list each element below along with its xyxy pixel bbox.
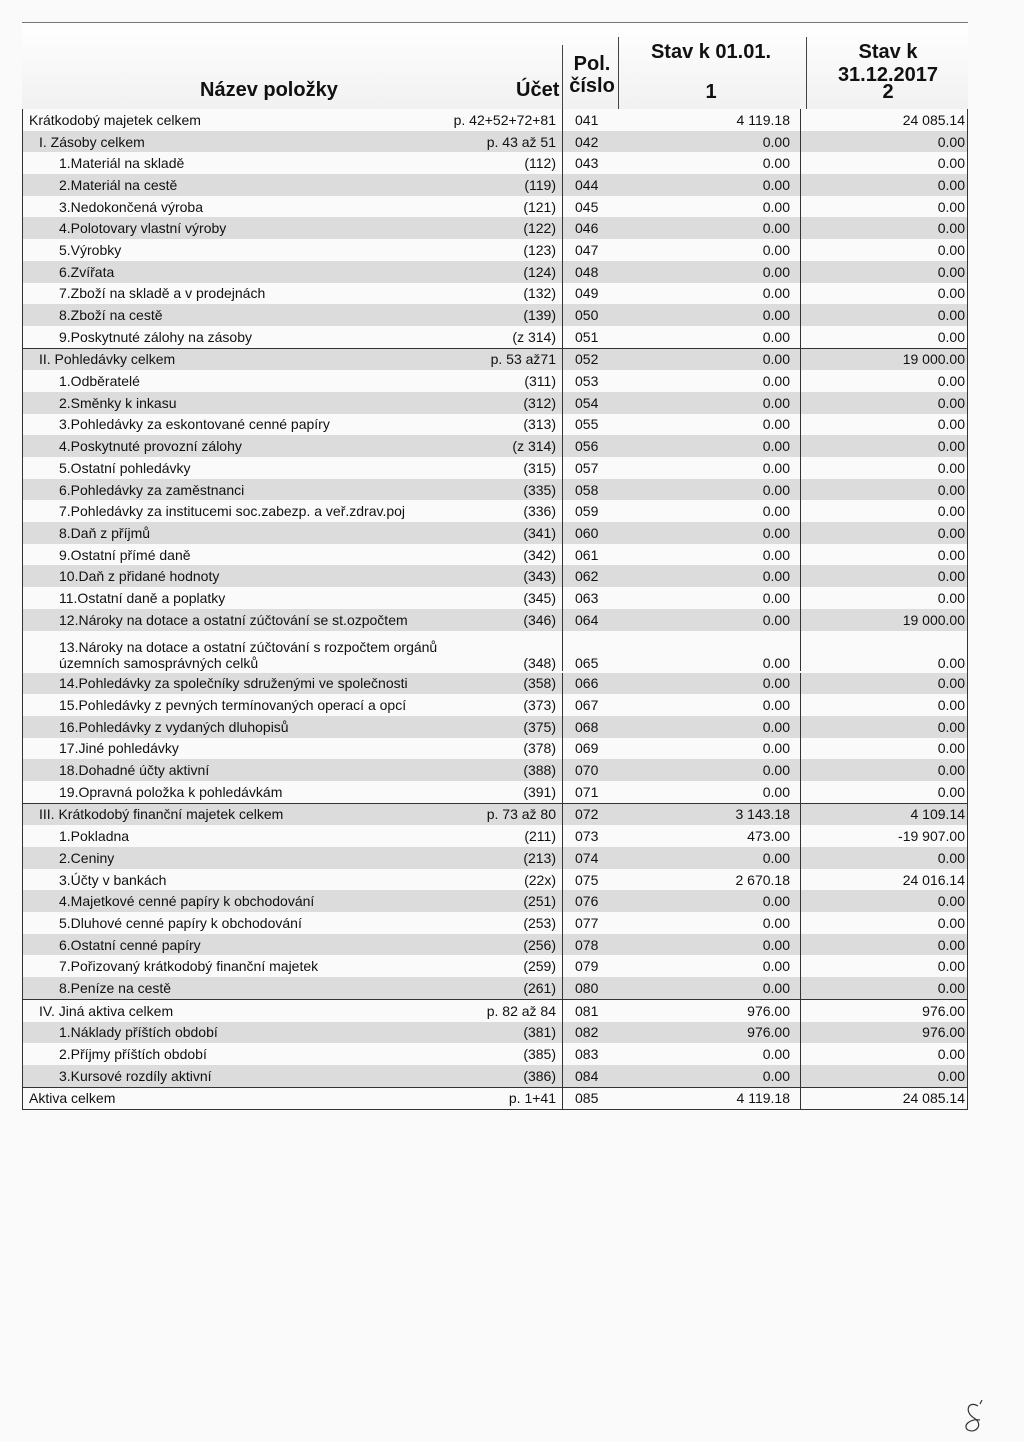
row-pol: 045 [575, 198, 599, 215]
row-value-1: 0.00 [611, 174, 801, 196]
row-value-2: 0.00 [937, 697, 965, 714]
row-value-1: 0.00 [611, 196, 801, 218]
row-value-1: 0.00 [611, 349, 801, 371]
row-name: 6.Zvířata [59, 263, 115, 280]
row-pol: 074 [575, 849, 599, 866]
row-value-2: 0.00 [937, 524, 965, 541]
row-value-2: 0.00 [937, 155, 965, 172]
header-col-2: 2 [882, 81, 894, 103]
row-pol: 051 [575, 328, 599, 345]
row-ucet: (z 314) [453, 326, 563, 348]
table-row [22, 1022, 968, 1044]
row-ucet: (341) [453, 522, 563, 544]
row-pol: 062 [575, 568, 599, 585]
row-value-2: 4 109.14 [910, 806, 965, 823]
table-row [22, 1087, 968, 1111]
row-value-1: 4 119.18 [611, 1088, 801, 1110]
row-value-2: 0.00 [937, 958, 965, 975]
row-name: IV. Jiná aktiva celkem [39, 1002, 174, 1019]
table-row [22, 435, 968, 457]
row-pol: 064 [575, 611, 599, 628]
row-value-2: 0.00 [937, 654, 965, 671]
row-pol: 067 [575, 697, 599, 714]
row-pol: 055 [575, 416, 599, 433]
table-row [22, 457, 968, 479]
row-ucet: (253) [453, 912, 563, 934]
row-pol: 054 [575, 394, 599, 411]
row-value-2: 0.00 [937, 1067, 965, 1084]
row-pol: 052 [575, 351, 599, 368]
row-ucet: (373) [453, 694, 563, 716]
row-pol: 056 [575, 438, 599, 455]
table-row [22, 631, 968, 673]
row-value-2: 0.00 [937, 220, 965, 237]
row-value-2: 0.00 [937, 936, 965, 953]
table-row [22, 890, 968, 912]
row-pol: 068 [575, 718, 599, 735]
row-name: 11.Ostatní daně a poplatky [59, 589, 226, 606]
row-pol: 084 [575, 1067, 599, 1084]
table-row [22, 283, 968, 305]
row-value-1: 0.00 [611, 912, 801, 934]
table-row [22, 414, 968, 436]
row-pol: 061 [575, 546, 599, 563]
row-name: 5.Dluhové cenné papíry k obchodování [59, 914, 302, 931]
row-value-2: 0.00 [937, 1046, 965, 1063]
row-name: 8.Zboží na cestě [59, 307, 163, 324]
row-value-2: 0.00 [937, 198, 965, 215]
row-ucet: (336) [453, 500, 563, 522]
row-value-1: 0.00 [611, 283, 801, 305]
row-value-1: 0.00 [611, 500, 801, 522]
row-name: 12.Nároky na dotace a ostatní zúčtování se st.ozpočtem [59, 611, 408, 628]
row-pol: 060 [575, 524, 599, 541]
table-row [22, 716, 968, 738]
row-name: 16.Pohledávky z vydaných dluhopisů [59, 718, 289, 735]
row-pol: 081 [575, 1002, 599, 1019]
row-value-1: 2 670.18 [611, 869, 801, 891]
row-value-1: 0.00 [611, 544, 801, 566]
row-pol: 046 [575, 220, 599, 237]
row-name: 3.Nedokončená výroba [59, 198, 203, 215]
row-ucet: (256) [453, 934, 563, 956]
row-value-2: 19 000.00 [902, 611, 965, 628]
row-value-1: 0.00 [611, 977, 801, 999]
row-name: 19.Opravná položka k pohledávkám [59, 783, 283, 800]
row-name: 1.Materiál na skladě [59, 155, 185, 172]
row-ucet: (313) [453, 414, 563, 436]
row-value-2: 24 085.14 [902, 111, 965, 128]
signature-mark [960, 1398, 990, 1438]
row-pol: 042 [575, 133, 599, 150]
row-value-1: 0.00 [611, 934, 801, 956]
row-name: 1.Náklady příštích období [59, 1024, 218, 1041]
row-name: 5.Ostatní pohledávky [59, 459, 191, 476]
row-pol: 072 [575, 806, 599, 823]
row-name: Krátkodobý majetek celkem [29, 111, 201, 128]
row-value-2: 0.00 [937, 133, 965, 150]
header-state-1: Stav k 01.01. [650, 41, 772, 63]
row-ucet: (342) [453, 544, 563, 566]
table-row [22, 1065, 968, 1087]
table-row [22, 370, 968, 392]
row-value-2: 0.00 [937, 589, 965, 606]
row-ucet: p. 82 až 84 [453, 1000, 563, 1022]
row-value-1: 0.00 [611, 435, 801, 457]
row-pol: 082 [575, 1024, 599, 1041]
row-value-1: 0.00 [611, 631, 801, 671]
row-value-2: 0.00 [937, 241, 965, 258]
table-row [22, 392, 968, 414]
row-name: 9.Poskytnuté zálohy na zásoby [59, 328, 253, 345]
row-ucet: (378) [453, 738, 563, 760]
row-pol: 053 [575, 373, 599, 390]
row-name: 1.Pokladna [59, 828, 130, 845]
row-value-1: 976.00 [611, 1022, 801, 1044]
table-row [22, 500, 968, 522]
table-row [22, 326, 968, 348]
row-pol: 070 [575, 762, 599, 779]
row-pol: 041 [575, 111, 599, 128]
row-value-2: 0.00 [937, 783, 965, 800]
row-value-1: 0.00 [611, 370, 801, 392]
row-value-2: 24 085.14 [902, 1090, 965, 1107]
row-value-1: 0.00 [611, 847, 801, 869]
row-value-2: 0.00 [937, 718, 965, 735]
row-name: 3.Účty v bankách [59, 871, 167, 888]
row-name: 3.Pohledávky za eskontované cenné papíry [59, 416, 330, 433]
row-name: 5.Výrobky [59, 241, 122, 258]
row-value-2: 24 016.14 [902, 871, 965, 888]
row-ucet: (124) [453, 261, 563, 283]
header-col-1: 1 [705, 81, 717, 103]
row-name: 6.Ostatní cenné papíry [59, 936, 201, 953]
row-pol: 058 [575, 481, 599, 498]
row-name: 2.Příjmy příštích období [59, 1046, 207, 1063]
row-value-1: 0.00 [611, 414, 801, 436]
row-value-1: 0.00 [611, 694, 801, 716]
row-value-1: 0.00 [611, 759, 801, 781]
row-value-2: 0.00 [937, 762, 965, 779]
table-row [22, 999, 968, 1022]
row-name: 6.Pohledávky za zaměstnanci [59, 481, 245, 498]
row-value-2: 0.00 [937, 740, 965, 757]
table-row [22, 522, 968, 544]
row-pol: 065 [575, 654, 599, 671]
row-ucet: (z 314) [453, 435, 563, 457]
row-pol: 059 [575, 503, 599, 520]
row-pol: 050 [575, 307, 599, 324]
row-name: 15.Pohledávky z pevných termínovaných operací a opcí [59, 697, 407, 714]
row-name: 7.Pohledávky za institucemi soc.zabezp. a veř.zdrav.poj [59, 503, 406, 520]
table-row [22, 912, 968, 934]
row-name: 4.Poskytnuté provozní zálohy [59, 438, 242, 455]
row-value-2: 0.00 [937, 503, 965, 520]
row-name: 17.Jiné pohledávky [59, 740, 179, 757]
row-ucet: (346) [453, 609, 563, 631]
row-name: 4.Polotovary vlastní výroby [59, 220, 227, 237]
header-ucet: Účet [516, 79, 560, 101]
row-ucet: (259) [453, 955, 563, 977]
row-ucet: (251) [453, 890, 563, 912]
row-value-2: 976.00 [922, 1002, 965, 1019]
row-ucet: (213) [453, 847, 563, 869]
row-value-1: 0.00 [611, 217, 801, 239]
row-ucet: (119) [453, 174, 563, 196]
row-name: II. Pohledávky celkem [39, 351, 176, 368]
table-row [22, 869, 968, 891]
row-value-1: 3 143.18 [611, 804, 801, 826]
row-value-2: 0.00 [937, 176, 965, 193]
row-value-1: 0.00 [611, 152, 801, 174]
row-value-2: -19 907.00 [898, 828, 965, 845]
row-name: 2.Směnky k inkasu [59, 394, 177, 411]
row-value-2: 0.00 [937, 459, 965, 476]
row-ucet: (358) [453, 673, 563, 695]
row-ucet: (345) [453, 587, 563, 609]
table-row [22, 955, 968, 977]
row-value-1: 0.00 [611, 457, 801, 479]
row-ucet: (343) [453, 565, 563, 587]
row-ucet: (261) [453, 977, 563, 999]
row-value-1: 473.00 [611, 825, 801, 847]
row-pol: 057 [575, 459, 599, 476]
row-value-1: 4 119.18 [611, 109, 801, 131]
row-ucet: (335) [453, 479, 563, 501]
row-value-2: 0.00 [937, 893, 965, 910]
row-ucet: p. 73 až 80 [453, 804, 563, 826]
table-row [22, 109, 968, 131]
table-row [22, 673, 968, 695]
table-row [22, 934, 968, 956]
row-value-1: 0.00 [611, 955, 801, 977]
row-name: 2.Ceniny [59, 849, 115, 866]
row-name: 10.Daň z přidané hodnoty [59, 568, 220, 585]
row-ucet: (315) [453, 457, 563, 479]
row-value-2: 0.00 [937, 438, 965, 455]
table-row [22, 738, 968, 760]
row-value-2: 0.00 [937, 263, 965, 280]
table-body [22, 109, 968, 1110]
table-row [22, 609, 968, 631]
row-pol: 066 [575, 675, 599, 692]
row-value-2: 0.00 [937, 285, 965, 302]
row-ucet: (132) [453, 283, 563, 305]
table-row [22, 152, 968, 174]
row-pol: 048 [575, 263, 599, 280]
row-ucet: (22x) [453, 869, 563, 891]
table-row [22, 217, 968, 239]
row-ucet: p. 1+41 [453, 1088, 563, 1110]
row-value-2: 0.00 [937, 849, 965, 866]
row-value-2: 0.00 [937, 568, 965, 585]
row-name: 18.Dohadné účty aktivní [59, 762, 210, 779]
row-value-1: 0.00 [611, 1043, 801, 1065]
row-value-1: 0.00 [611, 479, 801, 501]
row-value-2: 976.00 [922, 1024, 965, 1041]
row-value-2: 0.00 [937, 546, 965, 563]
row-value-2: 0.00 [937, 328, 965, 345]
table-row [22, 694, 968, 716]
row-pol: 073 [575, 828, 599, 845]
table-row [22, 977, 968, 999]
row-pol: 044 [575, 176, 599, 193]
row-pol: 049 [575, 285, 599, 302]
row-pol: 075 [575, 871, 599, 888]
header-pol-line1: Pol. [573, 53, 611, 75]
row-name: 1.Odběratelé [59, 373, 140, 390]
row-ucet: (386) [453, 1065, 563, 1087]
row-pol: 077 [575, 914, 599, 931]
row-pol: 063 [575, 589, 599, 606]
row-pol: 083 [575, 1046, 599, 1063]
row-value-1: 0.00 [611, 890, 801, 912]
row-name: 8.Daň z příjmů [59, 524, 151, 541]
row-ucet: (391) [453, 781, 563, 803]
row-ucet: p. 43 až 51 [453, 131, 563, 153]
row-value-1: 0.00 [611, 1065, 801, 1087]
row-value-1: 0.00 [611, 587, 801, 609]
row-pol: 069 [575, 740, 599, 757]
row-pol: 043 [575, 155, 599, 172]
row-value-2: 0.00 [937, 979, 965, 996]
row-pol: 080 [575, 979, 599, 996]
table-row [22, 174, 968, 196]
row-value-1: 0.00 [611, 239, 801, 261]
row-ucet: (375) [453, 716, 563, 738]
row-value-2: 0.00 [937, 394, 965, 411]
row-ucet: p. 53 až71 [453, 349, 563, 371]
table-row [22, 587, 968, 609]
row-name: Aktiva celkem [29, 1090, 116, 1107]
table-row [22, 304, 968, 326]
table-row [22, 131, 968, 153]
row-ucet: (123) [453, 239, 563, 261]
row-value-1: 0.00 [611, 392, 801, 414]
row-ucet: (348) [453, 631, 563, 671]
row-ucet: (312) [453, 392, 563, 414]
row-value-1: 0.00 [611, 738, 801, 760]
header-pol [567, 53, 617, 97]
row-value-2: 0.00 [937, 914, 965, 931]
row-name: 14.Pohledávky za společníky sdruženými ve společnosti [59, 675, 408, 692]
row-ucet: (121) [453, 196, 563, 218]
row-ucet: (122) [453, 217, 563, 239]
row-value-2: 0.00 [937, 481, 965, 498]
table-header [22, 22, 968, 109]
row-value-2: 0.00 [937, 307, 965, 324]
row-value-1: 0.00 [611, 673, 801, 695]
row-value-1: 0.00 [611, 304, 801, 326]
table-row [22, 544, 968, 566]
row-name: III. Krátkodobý finanční majetek celkem [39, 806, 284, 823]
row-ucet: (381) [453, 1022, 563, 1044]
row-name: I. Zásoby celkem [39, 133, 145, 150]
row-name: 13.Nároky na dotace a ostatní zúčtování s rozpočtem orgánů územních samosprávných celků [59, 638, 438, 671]
table-row [22, 803, 968, 826]
table-row [22, 239, 968, 261]
header-name: Název položky [200, 79, 338, 101]
row-value-1: 0.00 [611, 609, 801, 631]
row-value-1: 0.00 [611, 326, 801, 348]
row-value-1: 0.00 [611, 522, 801, 544]
row-pol: 079 [575, 958, 599, 975]
balance-sheet [22, 22, 968, 1110]
row-value-1: 976.00 [611, 1000, 801, 1022]
table-row [22, 825, 968, 847]
header-state-2: Stav k 31.12.2017 [837, 41, 939, 86]
row-value-1: 0.00 [611, 565, 801, 587]
table-row [22, 196, 968, 218]
row-pol: 078 [575, 936, 599, 953]
row-ucet: (112) [453, 152, 563, 174]
row-name: 3.Kursové rozdíly aktivní [59, 1067, 212, 1084]
table-row [22, 1043, 968, 1065]
row-name: 2.Materiál na cestě [59, 176, 178, 193]
row-value-2: 19 000.00 [902, 351, 965, 368]
row-ucet: (211) [453, 825, 563, 847]
row-value-1: 0.00 [611, 716, 801, 738]
table-row [22, 759, 968, 781]
table-row [22, 261, 968, 283]
row-ucet: p. 42+52+72+81 [453, 109, 563, 131]
row-name: 4.Majetkové cenné papíry k obchodování [59, 893, 315, 910]
table-row [22, 781, 968, 803]
table-row [22, 479, 968, 501]
row-value-1: 0.00 [611, 131, 801, 153]
table-row [22, 348, 968, 371]
row-value-1: 0.00 [611, 261, 801, 283]
row-pol: 076 [575, 893, 599, 910]
row-ucet: (385) [453, 1043, 563, 1065]
table-row [22, 565, 968, 587]
row-value-2: 0.00 [937, 373, 965, 390]
row-value-1: 0.00 [611, 781, 801, 803]
row-value-2: 0.00 [937, 675, 965, 692]
row-pol: 071 [575, 783, 599, 800]
row-pol: 047 [575, 241, 599, 258]
row-ucet: (388) [453, 759, 563, 781]
row-value-2: 0.00 [937, 416, 965, 433]
row-name: 8.Peníze na cestě [59, 979, 172, 996]
row-name: 7.Zboží na skladě a v prodejnách [59, 285, 266, 302]
row-name: 9.Ostatní přímé daně [59, 546, 191, 563]
row-ucet: (311) [453, 370, 563, 392]
table-row [22, 847, 968, 869]
row-ucet: (139) [453, 304, 563, 326]
row-name: 7.Pořizovaný krátkodobý finanční majetek [59, 958, 319, 975]
header-pol-line2: číslo [569, 75, 615, 97]
row-pol: 085 [575, 1090, 599, 1107]
